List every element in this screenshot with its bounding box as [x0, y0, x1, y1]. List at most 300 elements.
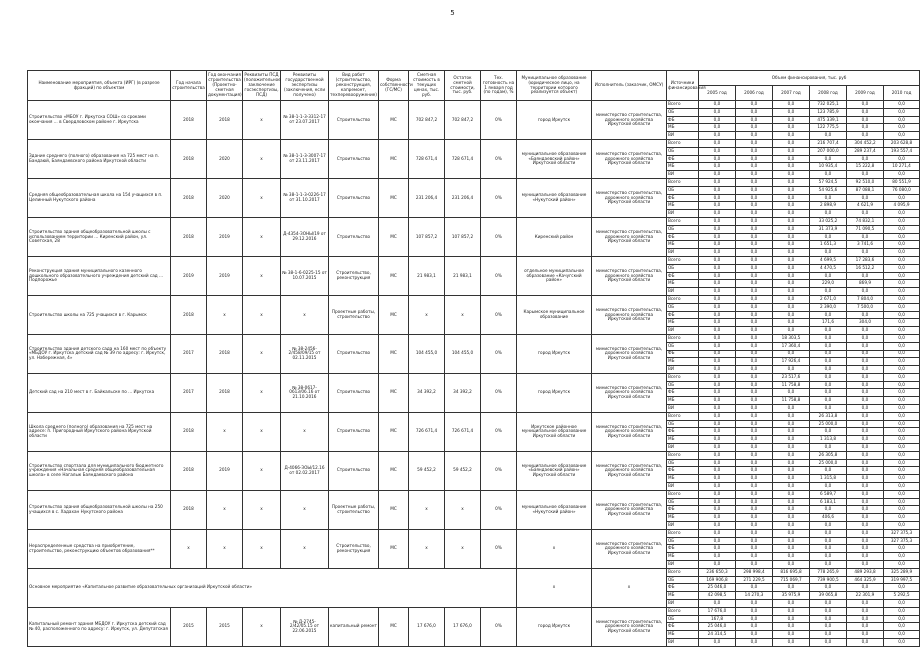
financing-amount: 0,0: [699, 108, 736, 116]
municipality: муниципальное образование «Баяндаевский район» Иркутской области: [517, 139, 592, 178]
financing-amount: 0,0: [736, 280, 773, 288]
remaining-cost: 107 857,2: [445, 217, 481, 256]
financing-amount: 11 758,8: [773, 397, 810, 405]
financing-amount: 1 651,3: [810, 241, 847, 249]
financing-amount: 464 325,9: [847, 576, 884, 584]
financing-amount: 76 080,0: [884, 186, 920, 194]
remaining-cost: 17 676,0: [445, 607, 481, 646]
object-name: Строительство здания общеобразовательной школы на 250 учащихся в с. Хадахан Нукутского района: [28, 490, 171, 529]
financing-amount: 0,0: [847, 334, 884, 342]
municipality: Киренский район: [517, 217, 592, 256]
col-remain-header: Остаток сметной стоимости, тыс. руб.: [445, 71, 481, 101]
financing-amount: 0,0: [810, 553, 847, 561]
ownership: МС: [379, 101, 409, 140]
financing-amount: 0,0: [847, 615, 884, 623]
executor: министерство строительства, дорожного хозяйства Иркутской области: [592, 334, 667, 373]
financing-amount: 0,0: [847, 522, 884, 530]
financing-amount: 0,0: [810, 194, 847, 202]
financing-amount: 0,0: [847, 483, 884, 491]
work-type: Проектные работы, строительство: [329, 490, 379, 529]
financing-amount: 289 237,4: [847, 147, 884, 155]
remaining-cost: 21 983,1: [445, 256, 481, 295]
estimated-cost: 728 671,4: [409, 139, 445, 178]
financing-amount: 0,0: [773, 490, 810, 498]
financing-amount: 23 517,6: [773, 373, 810, 381]
financing-amount: 7 804,0: [847, 295, 884, 303]
financing-amount: 0,0: [773, 303, 810, 311]
municipality: муниципальное образование «Баяндаевский район» Иркутской области: [517, 451, 592, 490]
expertise: Д-4354-ЗОНЫ/19 от 29.12.2016: [281, 217, 329, 256]
table-row: [28, 412, 920, 420]
financing-source: Всего: [667, 568, 699, 576]
table-row: [28, 139, 920, 147]
financing-amount: 0,0: [736, 249, 773, 257]
financing-amount: 0,0: [847, 358, 884, 366]
financing-amount: 0,0: [810, 155, 847, 163]
financing-amount: 0,0: [773, 272, 810, 280]
end-year: 2019: [207, 256, 243, 295]
financing-amount: 0,0: [699, 600, 736, 608]
financing-amount: 0,0: [773, 264, 810, 272]
financing-amount: 0,0: [847, 436, 884, 444]
executor: министерство строительства, дорожного хозяйства Иркутской области: [592, 373, 667, 412]
psd: х: [243, 139, 281, 178]
end-year: 2020: [207, 139, 243, 178]
ownership: МС: [379, 373, 409, 412]
financing-amount: 0,0: [884, 475, 920, 483]
financing-amount: 193 557,4: [884, 147, 920, 155]
financing-amount: 0,0: [773, 139, 810, 147]
financing-amount: 0,0: [810, 327, 847, 335]
financing-amount: 0,0: [773, 483, 810, 491]
work-type: Строительство, реконструкция: [329, 256, 379, 295]
financing-amount: 0,0: [773, 623, 810, 631]
financing-amount: 0,0: [884, 389, 920, 397]
financing-amount: 42 098,5: [699, 592, 736, 600]
work-type: Строительство: [329, 334, 379, 373]
financing-amount: 0,0: [736, 553, 773, 561]
start-year: 2018: [171, 490, 207, 529]
financing-source: ОБ: [667, 420, 699, 428]
financing-amount: 0,0: [699, 428, 736, 436]
financing-amount: 0,0: [884, 233, 920, 241]
financing-amount: 0,0: [699, 334, 736, 342]
financing-source: ВИ: [667, 210, 699, 218]
financing-amount: 0,0: [699, 202, 736, 210]
financing-amount: 0,0: [847, 600, 884, 608]
readiness: 0%: [481, 490, 517, 529]
financing-amount: 0,0: [847, 210, 884, 218]
financing-amount: 0,0: [847, 366, 884, 374]
object-name: Реконструкция здания муниципального казенного дошкольного образовательного учреждения детский сад ... Подпорожье: [28, 256, 171, 295]
financing-amount: 17 676,0: [699, 607, 736, 615]
col-ownership-header: Форма собственности (ГС/МС): [379, 71, 409, 101]
executor: министерство строительства, дорожного хозяйства Иркутской области: [592, 412, 667, 451]
financing-amount: 869,9: [847, 280, 884, 288]
financing-amount: 0,0: [736, 132, 773, 140]
financing-amount: 0,0: [884, 132, 920, 140]
financing-amount: 0,0: [847, 467, 884, 475]
financing-amount: 0,0: [847, 132, 884, 140]
col-year-header: 2007 год: [773, 86, 810, 101]
financing-amount: 0,0: [810, 428, 847, 436]
work-type: Строительство: [329, 101, 379, 140]
financing-amount: 25 000,0: [810, 420, 847, 428]
financing-amount: 0,0: [699, 139, 736, 147]
estimated-cost: х: [409, 529, 445, 568]
financing-amount: 0,0: [736, 186, 773, 194]
financing-source: ВИ: [667, 366, 699, 374]
object-name: Школа среднего (полного) образования на 725 мест на адресе: п. Пригородный Иркутского района Иркутской области: [28, 412, 171, 451]
financing-amount: 0,0: [773, 444, 810, 452]
psd: х: [243, 529, 281, 568]
financing-amount: 0,0: [736, 233, 773, 241]
financing-amount: 0,0: [884, 561, 920, 569]
col-psd-header: Реквизиты ПСД (положительное заключение госэкспертизы, ПСД): [243, 71, 281, 101]
col-year-header: 2005 год: [699, 86, 736, 101]
ownership: МС: [379, 529, 409, 568]
financing-source: МБ: [667, 280, 699, 288]
financing-amount: 0,0: [884, 280, 920, 288]
financing-amount: 0,0: [699, 381, 736, 389]
financing-source: ВИ: [667, 327, 699, 335]
financing-amount: 0,0: [699, 124, 736, 132]
financing-amount: 0,0: [847, 233, 884, 241]
financing-amount: 0,0: [847, 155, 884, 163]
financing-amount: 35 975,9: [773, 592, 810, 600]
municipality: отдельное муниципальное образование «Качугский район»: [517, 256, 592, 295]
financing-amount: 0,0: [736, 584, 773, 592]
financing-amount: 0,0: [884, 358, 920, 366]
financing-source: ФБ: [667, 272, 699, 280]
financing-amount: 0,0: [736, 163, 773, 171]
financing-amount: 0,0: [884, 553, 920, 561]
financing-amount: 0,0: [884, 295, 920, 303]
financing-source: Всего: [667, 178, 699, 186]
financing-amount: 0,0: [773, 428, 810, 436]
financing-amount: 0,0: [736, 436, 773, 444]
capital-construction-table: [27, 70, 920, 647]
financing-amount: 319 997,5: [884, 576, 920, 584]
municipality: Иркутское районное муниципальное образование Иркутской области: [517, 412, 592, 451]
executor: министерство строительства, дорожного хозяйства Иркутской области: [592, 256, 667, 295]
financing-amount: 0,0: [810, 350, 847, 358]
readiness: 0%: [481, 373, 517, 412]
table-row: [28, 217, 920, 225]
table-row: [28, 490, 920, 498]
remaining-cost: 34 392,2: [445, 373, 481, 412]
financing-source: МБ: [667, 592, 699, 600]
financing-amount: 0,0: [884, 272, 920, 280]
financing-amount: 0,0: [810, 467, 847, 475]
financing-amount: 0,0: [884, 210, 920, 218]
financing-amount: 0,0: [699, 436, 736, 444]
work-type: капитальный ремонт: [329, 607, 379, 646]
financing-amount: 0,0: [847, 373, 884, 381]
financing-amount: 0,0: [736, 522, 773, 530]
financing-source: ВИ: [667, 171, 699, 179]
psd: х: [243, 178, 281, 217]
financing-source: Всего: [667, 256, 699, 264]
financing-amount: 0,0: [884, 303, 920, 311]
expertise: х: [281, 529, 329, 568]
financing-amount: 0,0: [736, 615, 773, 623]
financing-amount: 2 671,0: [810, 295, 847, 303]
financing-source: ВИ: [667, 444, 699, 452]
financing-source: Всего: [667, 412, 699, 420]
financing-amount: 0,0: [773, 631, 810, 639]
financing-source: ОБ: [667, 186, 699, 194]
end-year: 2015: [207, 607, 243, 646]
work-type: Строительство: [329, 217, 379, 256]
financing-amount: 6 589,7: [810, 490, 847, 498]
col-object-name-header: Наименование мероприятия, объекта (ИРГ) (в разрезе фракций) по объектам: [28, 71, 171, 101]
readiness: 0%: [481, 256, 517, 295]
financing-amount: 0,0: [884, 545, 920, 553]
financing-amount: 0,0: [884, 467, 920, 475]
financing-amount: 0,0: [736, 272, 773, 280]
total-executor: х: [592, 568, 667, 607]
financing-amount: 0,0: [810, 483, 847, 491]
financing-amount: 25 046,0: [699, 584, 736, 592]
table-row: [28, 607, 920, 615]
financing-source: ФБ: [667, 428, 699, 436]
psd: х: [243, 295, 281, 334]
financing-amount: 0,0: [810, 561, 847, 569]
financing-amount: 0,0: [736, 607, 773, 615]
financing-amount: 0,0: [847, 506, 884, 514]
expertise: № 38-1-6-0225-15 от 10.07.2015: [281, 256, 329, 295]
financing-amount: 0,0: [736, 498, 773, 506]
financing-source: ВИ: [667, 638, 699, 646]
estimated-cost: 107 857,2: [409, 217, 445, 256]
financing-amount: 0,0: [699, 256, 736, 264]
estimated-cost: 231 206,4: [409, 178, 445, 217]
financing-source: Всего: [667, 217, 699, 225]
financing-amount: 0,0: [699, 163, 736, 171]
financing-amount: 0,0: [773, 124, 810, 132]
financing-amount: 31 373,9: [810, 225, 847, 233]
financing-amount: 0,0: [699, 444, 736, 452]
financing-amount: 11 758,8: [773, 381, 810, 389]
financing-amount: 0,0: [847, 498, 884, 506]
financing-amount: 0,0: [810, 358, 847, 366]
financing-amount: 0,0: [736, 631, 773, 639]
financing-amount: 123 785,9: [810, 108, 847, 116]
psd: х: [243, 607, 281, 646]
financing-amount: 0,0: [699, 397, 736, 405]
financing-amount: 4 699,5: [810, 256, 847, 264]
financing-amount: 327 375,3: [884, 529, 920, 537]
estimated-cost: 59 452,2: [409, 451, 445, 490]
financing-amount: 0,0: [699, 350, 736, 358]
readiness: 0%: [481, 101, 517, 140]
start-year: 2018: [171, 217, 207, 256]
financing-amount: 0,0: [699, 490, 736, 498]
financing-amount: 0,0: [884, 116, 920, 124]
expertise: № 38-1-1-3-3312-17 от 23.07.2017: [281, 101, 329, 140]
estimated-cost: 726 671,4: [409, 412, 445, 451]
financing-amount: 0,0: [736, 108, 773, 116]
page-number: 5: [450, 9, 455, 17]
financing-amount: 0,0: [699, 373, 736, 381]
financing-amount: 57 924,5: [810, 178, 847, 186]
financing-source: МБ: [667, 124, 699, 132]
financing-amount: 0,0: [699, 288, 736, 296]
financing-amount: 0,0: [736, 623, 773, 631]
end-year: 2018: [207, 101, 243, 140]
financing-amount: 0,0: [699, 194, 736, 202]
financing-amount: 304,0: [847, 319, 884, 327]
financing-amount: 0,0: [699, 319, 736, 327]
executor: министерство строительства, дорожного хозяйства Иркутской области: [592, 607, 667, 646]
col-readiness-header: Тех. готовность на 1 января год (по годам), %: [481, 71, 517, 101]
financing-amount: 0,0: [699, 155, 736, 163]
financing-source: МБ: [667, 436, 699, 444]
table-row: [28, 178, 920, 186]
financing-amount: 0,0: [736, 600, 773, 608]
financing-amount: 0,0: [736, 319, 773, 327]
end-year: 2018: [207, 334, 243, 373]
financing-amount: 0,0: [847, 288, 884, 296]
estimated-cost: 21 983,1: [409, 256, 445, 295]
financing-amount: 0,0: [884, 334, 920, 342]
work-type: Строительство: [329, 451, 379, 490]
financing-group-header: Объем финансирования, тыс. руб: [699, 71, 920, 86]
financing-amount: 0,0: [773, 171, 810, 179]
financing-amount: 0,0: [773, 467, 810, 475]
financing-source: МБ: [667, 553, 699, 561]
financing-amount: 0,0: [736, 256, 773, 264]
financing-source: ФБ: [667, 155, 699, 163]
financing-amount: 0,0: [736, 147, 773, 155]
expertise: х: [281, 295, 329, 334]
financing-amount: 0,0: [884, 366, 920, 374]
ownership: МС: [379, 178, 409, 217]
financing-amount: 0,0: [699, 358, 736, 366]
readiness: 0%: [481, 139, 517, 178]
col-expertise-header: Реквизиты государственной экспертизы (заключения, если получено): [281, 71, 329, 101]
financing-amount: 0,0: [773, 584, 810, 592]
financing-amount: 0,0: [884, 194, 920, 202]
readiness: 0%: [481, 334, 517, 373]
col-start-year-header: Год начала строительства: [171, 71, 207, 101]
financing-amount: 0,0: [699, 171, 736, 179]
financing-amount: 0,0: [773, 366, 810, 374]
financing-amount: 26 313,8: [810, 412, 847, 420]
start-year: 2017: [171, 373, 207, 412]
financing-amount: 0,0: [699, 132, 736, 140]
work-type: Строительство: [329, 178, 379, 217]
psd: х: [243, 451, 281, 490]
financing-amount: 0,0: [810, 623, 847, 631]
financing-amount: 0,0: [810, 600, 847, 608]
financing-source: МБ: [667, 202, 699, 210]
financing-amount: 17 360,4: [773, 342, 810, 350]
financing-amount: 0,0: [884, 623, 920, 631]
financing-amount: 0,0: [810, 397, 847, 405]
financing-amount: 0,0: [773, 194, 810, 202]
object-name: Строительство «МБОУ г. Иркутска СОШ» со сроками окончания ... в Свердловском районе г. Иркутска: [28, 101, 171, 140]
financing-amount: 0,0: [699, 147, 736, 155]
financing-source: ФБ: [667, 584, 699, 592]
financing-amount: 0,0: [847, 124, 884, 132]
financing-amount: 0,0: [884, 631, 920, 639]
financing-amount: 0,0: [699, 225, 736, 233]
financing-amount: 0,0: [736, 342, 773, 350]
financing-amount: 0,0: [736, 373, 773, 381]
financing-amount: 0,0: [847, 490, 884, 498]
start-year: 2015: [171, 607, 207, 646]
table-row: [28, 295, 920, 303]
financing-amount: 0,0: [699, 467, 736, 475]
financing-amount: 167,8: [699, 615, 736, 623]
col-executor-header: Исполнитель (заказчик, ОМСУ): [592, 71, 667, 101]
financing-amount: 0,0: [699, 498, 736, 506]
financing-amount: 236 650,3: [699, 568, 736, 576]
financing-amount: 0,0: [699, 116, 736, 124]
financing-amount: 0,0: [810, 311, 847, 319]
financing-source: ФБ: [667, 194, 699, 202]
financing-amount: 0,0: [884, 350, 920, 358]
expertise: № 38-0617-0613/06.16 от 21.10.2016: [281, 373, 329, 412]
financing-amount: 0,0: [773, 607, 810, 615]
ownership: МС: [379, 334, 409, 373]
financing-amount: 207 000,0: [810, 147, 847, 155]
financing-amount: 16 512,2: [847, 264, 884, 272]
executor: министерство строительства, дорожного хозяйства Иркутской области: [592, 217, 667, 256]
financing-amount: 0,0: [736, 483, 773, 491]
object-name: Средняя общеобразовательная школа на 154 учащихся в п. Целинный Нукутского района: [28, 178, 171, 217]
financing-amount: 0,0: [699, 459, 736, 467]
financing-amount: 122 775,5: [810, 124, 847, 132]
executor: министерство строительства, дорожного хозяйства Иркутской области: [592, 139, 667, 178]
financing-amount: 0,0: [736, 334, 773, 342]
municipality: город Иркутск: [517, 373, 592, 412]
financing-amount: 778 265,9: [810, 568, 847, 576]
financing-source: ОБ: [667, 225, 699, 233]
financing-amount: 0,0: [884, 155, 920, 163]
financing-amount: 0,0: [736, 358, 773, 366]
financing-amount: 0,0: [810, 584, 847, 592]
financing-amount: 18 303,5: [773, 334, 810, 342]
financing-source: ФБ: [667, 116, 699, 124]
financing-amount: 0,0: [736, 467, 773, 475]
financing-amount: 0,0: [736, 101, 773, 109]
financing-amount: 0,0: [847, 459, 884, 467]
financing-amount: 171,6: [810, 319, 847, 327]
financing-amount: 0,0: [847, 584, 884, 592]
start-year: 2018: [171, 451, 207, 490]
financing-amount: 0,0: [884, 381, 920, 389]
financing-amount: 0,0: [847, 327, 884, 335]
financing-amount: 0,0: [847, 116, 884, 124]
financing-amount: 24 314,5: [699, 631, 736, 639]
financing-amount: 0,0: [810, 545, 847, 553]
col-cost-header: Сметная стоимость в текущих ценах, тыс. руб.: [409, 71, 445, 101]
financing-amount: 0,0: [773, 459, 810, 467]
financing-amount: 1 313,8: [810, 436, 847, 444]
financing-amount: 0,0: [847, 342, 884, 350]
financing-amount: 0,0: [847, 444, 884, 452]
financing-source: Всего: [667, 373, 699, 381]
financing-amount: 0,0: [699, 451, 736, 459]
financing-amount: 0,0: [773, 319, 810, 327]
financing-amount: 0,0: [699, 280, 736, 288]
financing-source: Всего: [667, 334, 699, 342]
financing-source: ВИ: [667, 249, 699, 257]
financing-amount: 25 046,0: [699, 623, 736, 631]
